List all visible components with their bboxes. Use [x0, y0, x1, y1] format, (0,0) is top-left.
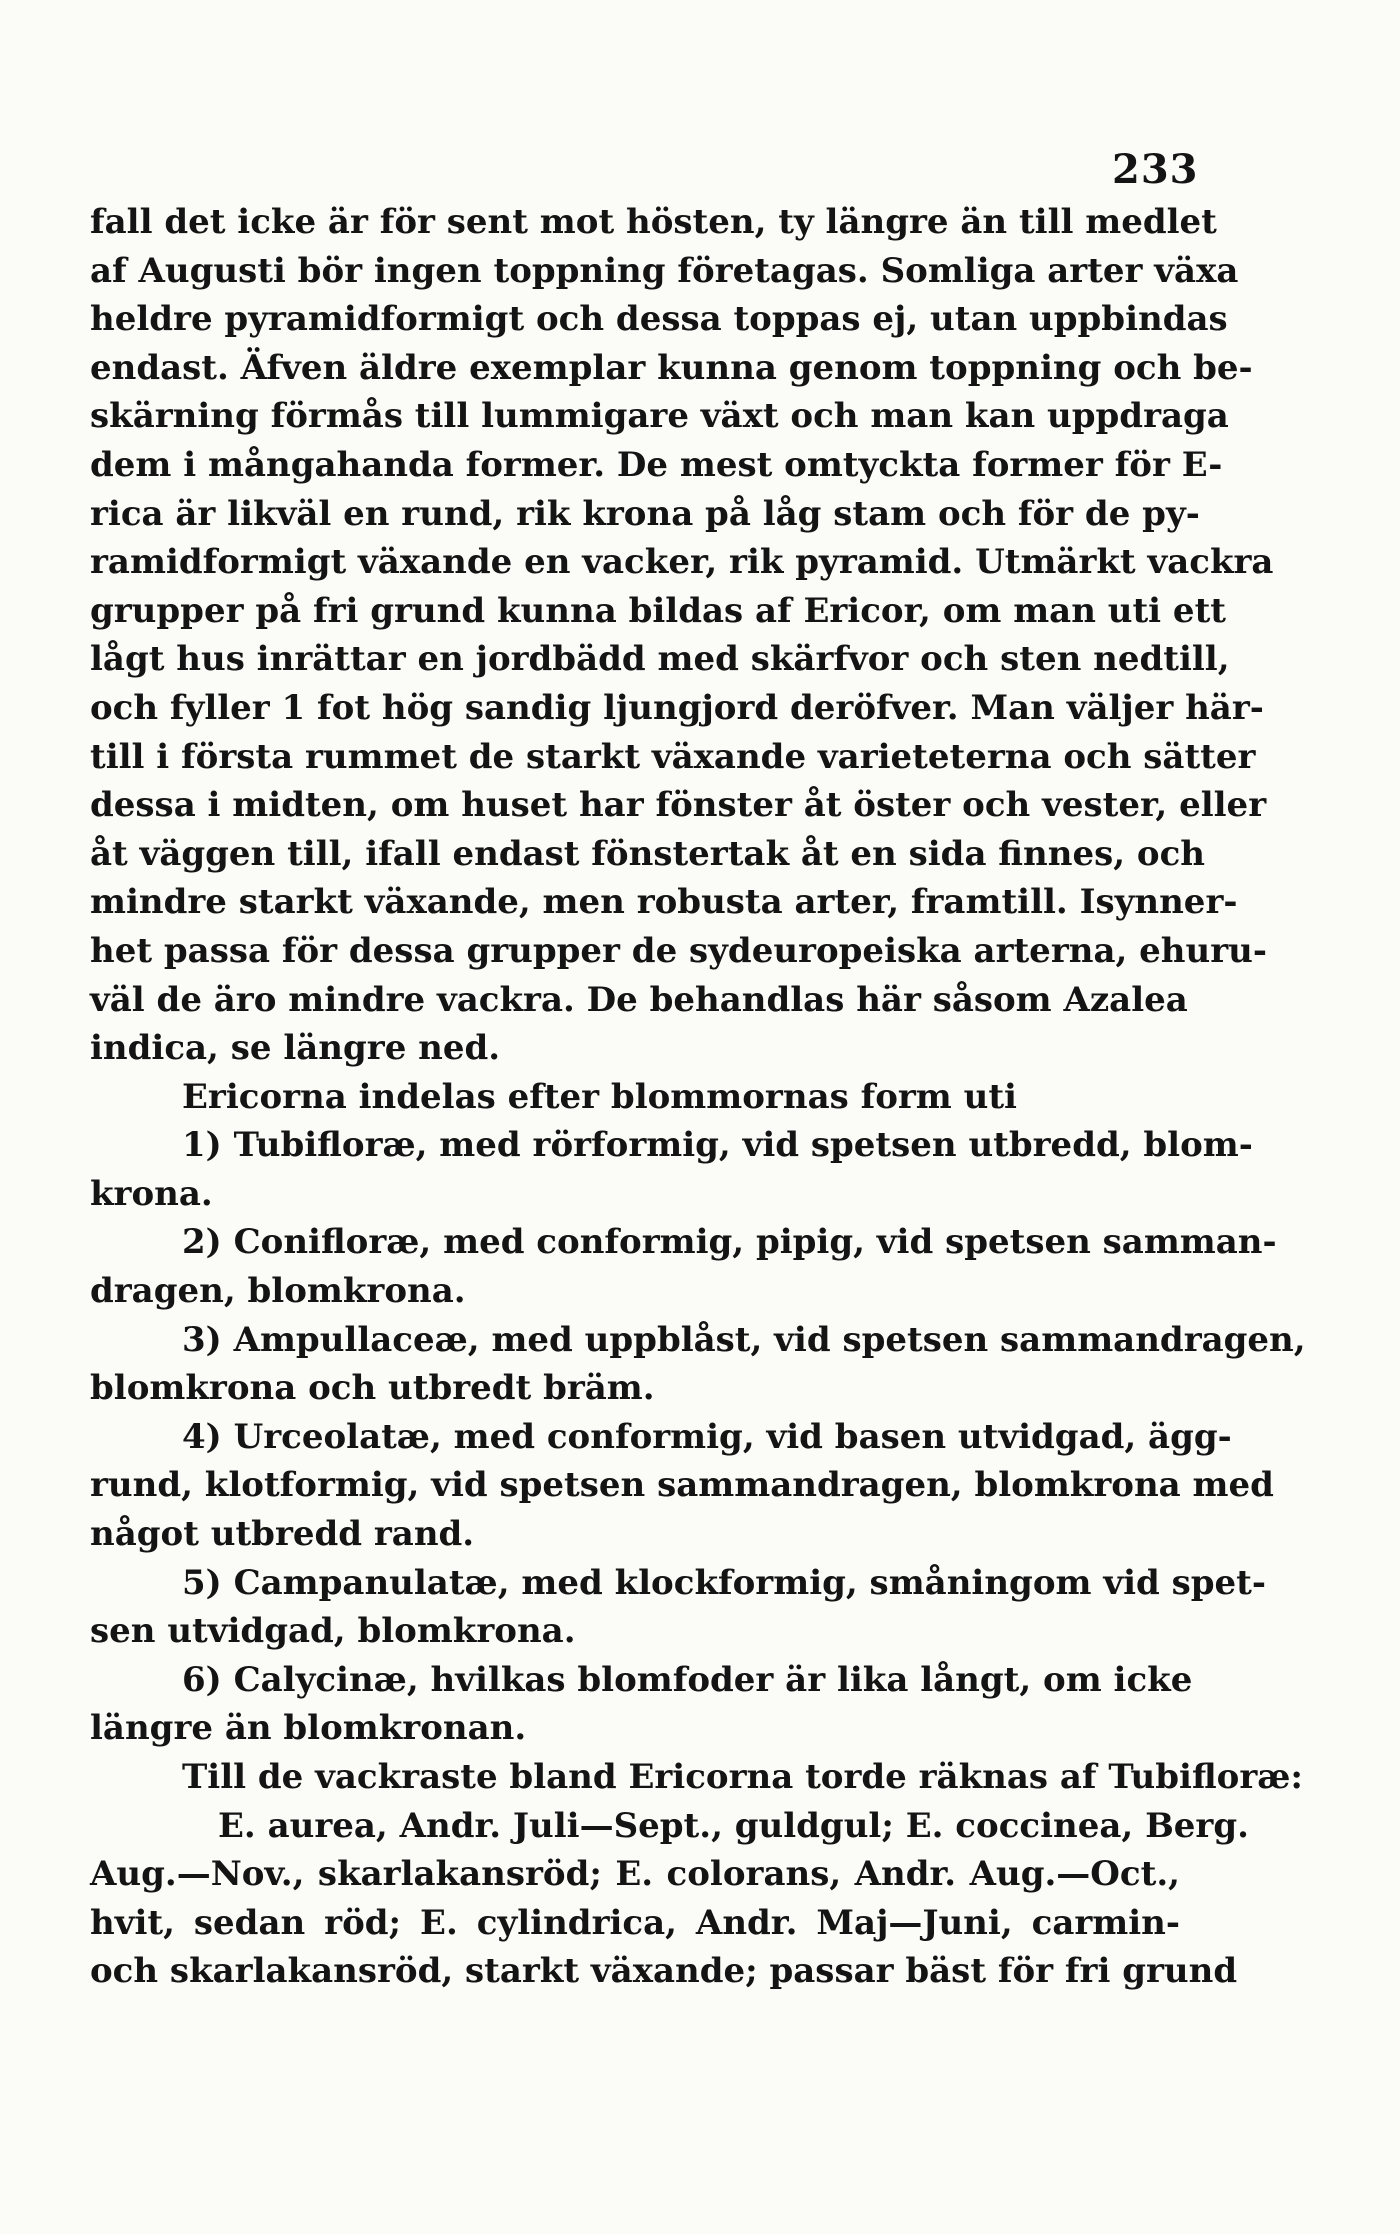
body-text: [90, 198, 1306, 1996]
text-line: hvit, sedan röd; E. cylindrica, Andr. Maj—Juni, carmin-: [90, 1902, 1180, 1943]
text-line: E. aurea, Andr. Juli—Sept., guldgul; E. coccinea, Berg.: [218, 1805, 1249, 1846]
text-line: längre än blomkronan.: [90, 1708, 527, 1749]
text-line: Aug.—Nov., skarlakansröd; E. colorans, Andr. Aug.—Oct.,: [90, 1854, 1180, 1895]
page-number: 233: [1112, 146, 1199, 193]
text-line: Ericorna indelas efter blommornas form uti: [182, 1076, 1017, 1117]
text-line: väl de äro mindre vackra. De behandlas här såsom Azalea: [90, 979, 1188, 1020]
text-line: Till de vackraste bland Ericorna torde räknas af Tubifloræ:: [182, 1757, 1303, 1797]
text-line: af Augusti bör ingen toppning företagas. Somliga arter växa: [90, 250, 1239, 291]
text-line: heldre pyramidformigt och dessa toppas ej, utan uppbindas: [90, 299, 1228, 340]
text-line: något utbredd rand.: [90, 1514, 475, 1555]
text-line: skärning förmås till lummigare växt och man kan uppdraga: [90, 396, 1229, 437]
text-line: 1) Tubifloræ, med rörformig, vid spetsen utbredd, blom-: [182, 1125, 1253, 1166]
text-line: sen utvidgad, blomkrona.: [90, 1611, 576, 1652]
text-line: endast. Äfven äldre exemplar kunna genom toppning och be-: [90, 347, 1253, 388]
text-line: ramidformigt växande en vacker, rik pyramid. Utmärkt vackra: [90, 542, 1274, 583]
text-line: 6) Calycinæ, hvilkas blomfoder är lika långt, om icke: [182, 1659, 1193, 1700]
text-line: blomkrona och utbredt bräm.: [90, 1368, 655, 1409]
text-line: rund, klotformig, vid spetsen sammandragen, blomkrona med: [90, 1465, 1274, 1506]
text-line: het passa för dessa grupper de sydeuropeiska arterna, ehuru-: [90, 930, 1267, 971]
text-line: 3) Ampullaceæ, med uppblåst, vid spetsen sammandragen,: [182, 1319, 1306, 1360]
text-line: dessa i midten, om huset har fönster åt öster och vester, eller: [90, 785, 1267, 826]
text-line: rica är likväl en rund, rik krona på låg stam och för de py-: [90, 493, 1200, 534]
text-line: fall det icke är för sent mot hösten, ty längre än till medlet: [90, 202, 1217, 242]
text-line: och skarlakansröd, starkt växande; passar bäst för fri grund: [90, 1951, 1238, 1992]
text-line: krona.: [90, 1173, 213, 1214]
text-line: lågt hus inrättar en jordbädd med skärfvor och sten nedtill,: [90, 639, 1230, 680]
text-line: 5) Campanulatæ, med klockformig, småningom vid spet-: [182, 1562, 1266, 1603]
text-line: dragen, blomkrona.: [90, 1271, 466, 1312]
text-line: till i första rummet de starkt växande varieteterna och sätter: [90, 736, 1256, 777]
text-line: och fyller 1 fot hög sandig ljungjord deröfver. Man väljer här-: [90, 687, 1264, 728]
text-line: mindre starkt växande, men robusta arter, framtill. Isynner-: [90, 882, 1238, 923]
text-line: åt väggen till, ifall endast fönstertak åt en sida finnes, och: [90, 833, 1206, 874]
text-line: dem i mångahanda former. De mest omtyckta former för E-: [90, 444, 1223, 485]
text-line: grupper på fri grund kunna bildas af Ericor, om man uti ett: [90, 590, 1226, 631]
text-line: 2) Conifloræ, med conformig, pipig, vid spetsen samman-: [182, 1222, 1277, 1263]
text-line: indica, se längre ned.: [90, 1028, 501, 1069]
text-line: 4) Urceolatæ, med conformig, vid basen utvidgad, ägg-: [182, 1416, 1232, 1457]
